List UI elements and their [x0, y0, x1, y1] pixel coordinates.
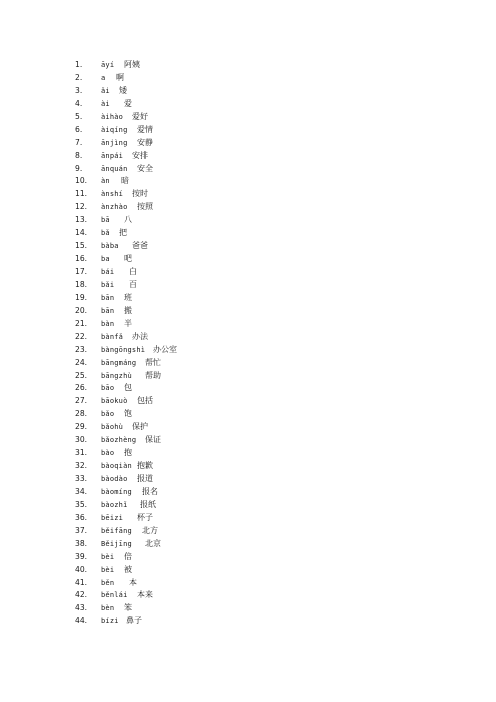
vocab-row — [0, 589, 496, 602]
entry-pinyin: àihào — [101, 112, 124, 121]
vocab-row — [0, 318, 496, 331]
entry-number: 12. — [75, 202, 88, 212]
entry-number: 31. — [75, 448, 88, 458]
entry-number: 36. — [75, 512, 88, 522]
entry-pinyin: bān — [101, 293, 115, 302]
vocab-row — [0, 447, 496, 460]
entry-hanzi: 办公室 — [153, 344, 177, 354]
entry-hanzi: 本 — [129, 577, 137, 587]
vocab-row — [0, 85, 496, 98]
entry-pinyin: bǎohù — [101, 423, 124, 432]
vocab-row — [0, 512, 496, 525]
entry-number: 23. — [75, 344, 88, 354]
entry-pinyin: bēizi — [101, 513, 124, 522]
entry-number: 21. — [75, 318, 88, 328]
entry-pinyin: bǎo — [101, 410, 115, 419]
vocab-row — [0, 163, 496, 176]
vocab-row — [0, 331, 496, 344]
entry-number: 6. — [75, 124, 83, 134]
entry-hanzi: 矮 — [119, 85, 127, 95]
entry-number: 24. — [75, 357, 88, 367]
entry-number: 41. — [75, 577, 88, 587]
entry-hanzi: 保护 — [132, 422, 148, 432]
entry-hanzi: 班 — [124, 292, 132, 302]
entry-hanzi: 阿姨 — [124, 60, 140, 69]
entry-number: 26. — [75, 383, 88, 393]
entry-pinyin: bàn — [101, 319, 115, 328]
entry-hanzi: 报道 — [137, 474, 153, 483]
vocab-row — [0, 382, 496, 395]
entry-hanzi: 本来 — [137, 590, 153, 600]
entry-pinyin: bàozhǐ — [101, 500, 128, 509]
entry-hanzi: 报名 — [142, 486, 158, 496]
entry-pinyin: bāo — [101, 384, 115, 393]
entry-hanzi: 按时 — [132, 189, 148, 199]
vocab-row — [0, 240, 496, 253]
entry-number: 5. — [75, 111, 83, 121]
vocab-row — [0, 305, 496, 318]
entry-pinyin: Běijīng — [101, 539, 132, 548]
entry-number: 19. — [75, 292, 88, 302]
vocab-row — [0, 370, 496, 383]
entry-number: 14. — [75, 228, 88, 238]
entry-hanzi: 安排 — [132, 150, 148, 160]
entry-pinyin: bǎozhèng — [101, 436, 137, 445]
entry-number: 10. — [75, 176, 88, 186]
vocab-row — [0, 111, 496, 124]
entry-number: 28. — [75, 409, 88, 419]
vocab-row — [0, 124, 496, 137]
entry-pinyin: bèi — [101, 565, 115, 574]
entry-number: 3. — [75, 85, 83, 95]
entry-pinyin: bǎi — [101, 280, 115, 289]
vocab-row — [0, 486, 496, 499]
entry-pinyin: bàomíng — [101, 487, 132, 496]
entry-pinyin: ba — [101, 255, 110, 264]
vocab-row — [0, 525, 496, 538]
entry-pinyin: běnlái — [101, 591, 128, 600]
vocab-row — [0, 577, 496, 590]
entry-hanzi: 抱歉 — [137, 461, 153, 471]
entry-number: 7. — [75, 137, 83, 147]
vocab-row — [0, 188, 496, 201]
vocab-row — [0, 357, 496, 370]
entry-number: 8. — [75, 150, 83, 160]
entry-hanzi: 抱 — [124, 448, 132, 458]
entry-hanzi: 爱 — [124, 98, 132, 108]
entry-number: 4. — [75, 98, 83, 108]
entry-number: 22. — [75, 331, 88, 341]
vocab-row — [0, 564, 496, 577]
vocab-row — [0, 538, 496, 551]
vocab-row — [0, 473, 496, 486]
entry-pinyin: ānjìng — [101, 138, 128, 147]
vocab-row — [0, 344, 496, 357]
entry-pinyin: bào — [101, 449, 115, 458]
entry-pinyin: bàba — [101, 242, 119, 251]
vocab-row — [0, 59, 496, 72]
vocab-row — [0, 227, 496, 240]
entry-number: 11. — [75, 189, 88, 199]
entry-hanzi: 吧 — [124, 254, 132, 264]
entry-hanzi: 帮忙 — [145, 357, 161, 367]
vocab-row — [0, 615, 496, 628]
entry-pinyin: ānpái — [101, 151, 124, 160]
entry-number: 13. — [75, 215, 88, 225]
vocab-row — [0, 137, 496, 150]
entry-number: 18. — [75, 279, 88, 289]
vocab-row — [0, 292, 496, 305]
entry-pinyin: àn — [101, 177, 110, 186]
entry-number: 42. — [75, 590, 88, 600]
entry-number: 27. — [75, 396, 88, 406]
entry-number: 20. — [75, 305, 88, 315]
entry-hanzi: 北方 — [142, 525, 158, 535]
entry-hanzi: 杯子 — [137, 512, 153, 522]
vocab-row — [0, 460, 496, 473]
entry-hanzi: 啊 — [116, 72, 124, 82]
entry-pinyin: bàoqiàn — [101, 462, 132, 471]
entry-pinyin: běifāng — [101, 526, 132, 535]
entry-pinyin: běn — [101, 578, 115, 587]
entry-pinyin: bái — [101, 268, 115, 276]
entry-pinyin: ǎi — [101, 86, 110, 95]
vocab-row — [0, 214, 496, 227]
entry-number: 25. — [75, 370, 88, 380]
entry-pinyin: ānquán — [101, 164, 128, 173]
entry-hanzi: 办法 — [132, 331, 148, 341]
entry-hanzi: 暗 — [121, 176, 129, 186]
vocab-row — [0, 395, 496, 408]
vocab-row — [0, 499, 496, 512]
entry-pinyin: a — [101, 73, 106, 82]
entry-hanzi: 按照 — [137, 202, 153, 212]
entry-number: 1. — [75, 60, 83, 69]
entry-hanzi: 把 — [119, 228, 127, 238]
entry-hanzi: 安全 — [137, 163, 153, 173]
vocab-row — [0, 98, 496, 111]
vocab-row — [0, 602, 496, 615]
entry-hanzi: 鼻子 — [126, 616, 142, 626]
vocab-row — [0, 408, 496, 421]
entry-number: 39. — [75, 551, 88, 561]
entry-pinyin: ài — [101, 99, 110, 108]
entry-hanzi: 饱 — [124, 409, 132, 419]
entry-pinyin: āyí — [101, 61, 115, 69]
entry-pinyin: bāngmáng — [101, 358, 137, 367]
entry-number: 16. — [75, 254, 88, 264]
vocab-row — [0, 551, 496, 564]
entry-number: 9. — [75, 163, 83, 173]
entry-number: 37. — [75, 525, 88, 535]
entry-hanzi: 搬 — [124, 305, 132, 315]
entry-pinyin: bèi — [101, 552, 115, 561]
vocab-row — [0, 266, 496, 279]
entry-hanzi: 包括 — [137, 396, 153, 406]
entry-pinyin: bān — [101, 306, 115, 315]
entry-pinyin: bāokuò — [101, 397, 128, 406]
entry-hanzi: 爱好 — [132, 111, 148, 121]
entry-hanzi: 包 — [124, 383, 132, 393]
entry-hanzi: 半 — [124, 318, 132, 328]
entry-hanzi: 爸爸 — [132, 241, 148, 251]
entry-hanzi: 北京 — [145, 538, 161, 548]
entry-pinyin: ànzhào — [101, 203, 128, 212]
entry-hanzi: 百 — [129, 279, 137, 289]
vocab-row — [0, 421, 496, 434]
entry-hanzi: 倍 — [124, 551, 132, 561]
entry-pinyin: bǎ — [101, 229, 110, 238]
vocabulary-list — [0, 59, 496, 628]
entry-hanzi: 保证 — [145, 435, 161, 445]
entry-hanzi: 笨 — [124, 603, 132, 613]
entry-hanzi: 帮助 — [145, 370, 161, 380]
entry-pinyin: bànfǎ — [101, 332, 124, 341]
entry-hanzi: 白 — [129, 267, 137, 276]
entry-number: 32. — [75, 461, 88, 471]
vocab-row — [0, 434, 496, 447]
entry-hanzi: 安静 — [137, 137, 153, 147]
entry-number: 29. — [75, 422, 88, 432]
entry-hanzi: 被 — [124, 564, 132, 574]
entry-pinyin: ànshí — [101, 190, 124, 199]
entry-hanzi: 八 — [124, 215, 132, 225]
entry-pinyin: bā — [101, 216, 110, 225]
vocab-row — [0, 175, 496, 188]
vocab-row — [0, 279, 496, 292]
entry-pinyin: àiqíng — [101, 125, 128, 134]
entry-number: 17. — [75, 267, 88, 276]
vocab-row — [0, 72, 496, 85]
entry-pinyin: bàngōngshì — [101, 345, 146, 354]
entry-number: 43. — [75, 603, 88, 613]
entry-hanzi: 报纸 — [140, 499, 156, 509]
entry-number: 35. — [75, 499, 88, 509]
vocab-row — [0, 150, 496, 163]
entry-number: 44. — [75, 616, 88, 626]
entry-number: 33. — [75, 474, 88, 483]
entry-number: 38. — [75, 538, 88, 548]
entry-number: 34. — [75, 486, 88, 496]
entry-number: 40. — [75, 564, 88, 574]
entry-pinyin: bèn — [101, 604, 115, 613]
entry-pinyin: bāngzhù — [101, 371, 132, 380]
vocab-row — [0, 253, 496, 266]
entry-hanzi: 爱情 — [137, 124, 153, 134]
entry-number: 2. — [75, 72, 83, 82]
entry-number: 30. — [75, 435, 88, 445]
entry-number: 15. — [75, 241, 88, 251]
entry-pinyin: bàodào — [101, 475, 128, 483]
vocab-row — [0, 201, 496, 214]
entry-pinyin: bízi — [101, 617, 119, 626]
